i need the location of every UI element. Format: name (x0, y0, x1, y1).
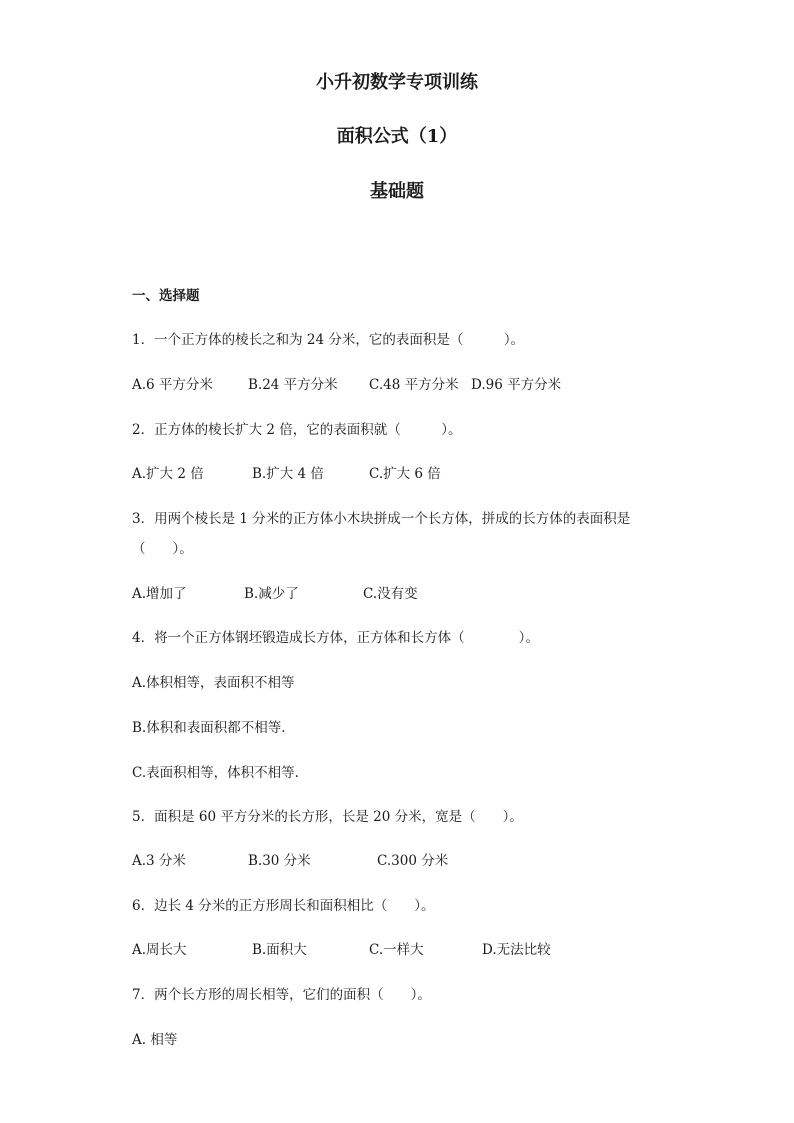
option-d[interactable]: D.无法比较 (482, 942, 551, 958)
question-3-stem-continued: （ ）。 (132, 541, 193, 557)
option-a[interactable]: A.6 平方分米 (132, 377, 213, 393)
question-4-stem: 4．将一个正方体钢坯锻造成长方体，正方体和长方体（ ）。 (132, 630, 539, 646)
question-3-stem: 3．用两个棱长是 1 分米的正方体小木块拼成一个长方体，拼成的长方体的表面积是 (132, 511, 631, 527)
option-c[interactable]: C.300 分米 (377, 853, 449, 869)
option-a[interactable]: A.体积相等，表面积不相等 (132, 675, 295, 691)
question-3-options (132, 585, 418, 621)
option-d[interactable]: D.96 平方分米 (471, 377, 562, 393)
option-b[interactable]: B.24 平方分米 (248, 377, 338, 393)
document-subtitle: 面积公式（1） (336, 126, 458, 147)
option-c[interactable]: C.表面积相等，体积不相等. (132, 765, 299, 781)
option-b[interactable]: B.面积大 (252, 942, 307, 958)
question-2-options (132, 465, 441, 501)
question-1-options (132, 376, 562, 412)
question-6-options (132, 941, 551, 977)
option-a[interactable]: A.周长大 (132, 942, 187, 958)
option-c[interactable]: C.一样大 (369, 942, 424, 958)
question-7-stem: 7．两个长方形的周长相等，它们的面积（ ）。 (132, 987, 431, 1003)
option-b[interactable]: B.减少了 (244, 586, 299, 602)
option-a[interactable]: A.扩大 2 倍 (132, 466, 204, 482)
option-b[interactable]: B.30 分米 (248, 853, 311, 869)
question-2-stem: 2．正方体的棱长扩大 2 倍，它的表面积就（ ）。 (132, 422, 462, 438)
option-c[interactable]: C.没有变 (363, 586, 418, 602)
option-a[interactable]: A.增加了 (132, 586, 187, 602)
document-title: 小升初数学专项训练 (316, 72, 478, 93)
option-a[interactable]: A. 相等 (132, 1032, 178, 1048)
question-5-stem: 5．面积是 60 平方分米的长方形，长是 20 分米，宽是（ ）。 (132, 809, 523, 825)
question-6-stem: 6．边长 4 分米的正方形周长和面积相比（ ）。 (132, 898, 435, 914)
option-c[interactable]: C.扩大 6 倍 (369, 466, 441, 482)
option-c[interactable]: C.48 平方分米 (369, 377, 459, 393)
section-heading: 一、选择题 (132, 288, 200, 304)
option-b[interactable]: B.扩大 4 倍 (252, 466, 324, 482)
option-b[interactable]: B.体积和表面积都不相等. (132, 720, 286, 736)
question-1-stem: 1．一个正方体的棱长之和为 24 分米，它的表面积是（ ）。 (132, 332, 525, 348)
difficulty-level: 基础题 (370, 181, 424, 202)
question-5-options (132, 852, 449, 888)
option-a[interactable]: A.3 分米 (132, 853, 186, 869)
